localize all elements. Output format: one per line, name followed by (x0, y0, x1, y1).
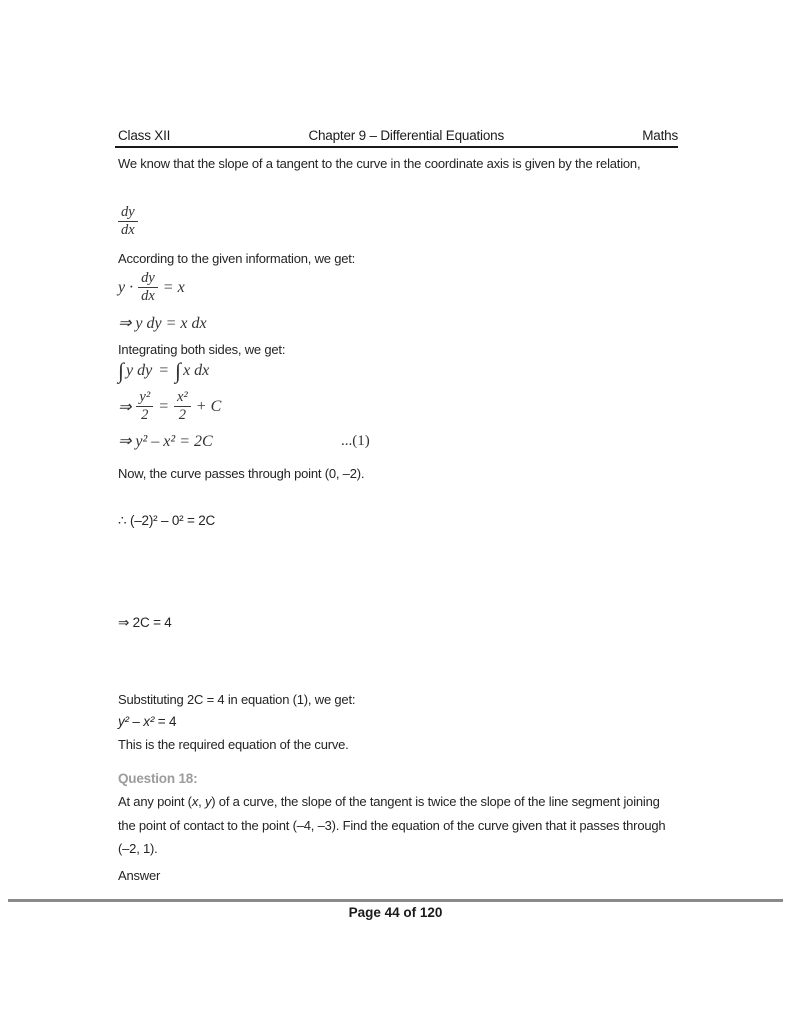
equals-rhs: = 4 (157, 714, 177, 729)
substitute-point-line: ∴ (–2)² – 0² = 2C (118, 513, 216, 528)
x-squared-term: x² (143, 714, 155, 729)
fraction-numerator: y² (136, 390, 153, 407)
fraction-dy-dx (138, 271, 158, 304)
fraction-y2-over-2 (136, 390, 153, 423)
fraction-denominator: 2 (178, 407, 187, 424)
integral-sign: ∫ (175, 358, 182, 383)
answer-label: Answer (118, 868, 161, 883)
integral-left-terms: y dy (126, 362, 153, 379)
equals-sign: = (158, 362, 170, 379)
fraction-x2-over-2 (174, 390, 191, 423)
fraction-numerator: dy (118, 205, 138, 222)
minus-sign: – (132, 714, 140, 729)
footer-page-number: Page 44 of 120 (348, 905, 443, 920)
fraction-denominator: dx (141, 288, 155, 305)
integral-sign: ∫ (118, 358, 125, 383)
conclusion-line: This is the required equation of the curve. (118, 737, 349, 752)
implies-arrow: ⇒ (118, 398, 132, 416)
intro-paragraph: We know that the slope of a tangent to the curve in the coordinate axis is given by the relation, (118, 156, 641, 171)
question-18-title: Question 18: (118, 771, 198, 786)
equation-body: ⇒ y² – x² = 2C (118, 433, 213, 450)
equation-integrated (118, 390, 221, 423)
according-line: According to the given information, we get: (118, 251, 356, 266)
final-equation (118, 710, 176, 734)
variable-x: x (191, 794, 199, 809)
y-squared-term: y² (118, 714, 129, 729)
variable-y: y (204, 794, 212, 809)
fraction-denominator: 2 (141, 407, 149, 424)
formula-slope-dy-dx (118, 203, 138, 238)
fraction-numerator: x² (174, 390, 191, 407)
c-value-line: ⇒ 2C = 4 (118, 615, 172, 630)
equation-rhs: = x (162, 278, 185, 296)
header-class-label: Class XII (118, 128, 171, 143)
equation-general-solution (118, 431, 678, 451)
question-text-post: ) of a curve, the slope of the tangent is twice the slope of the line segment joining the point of contact to the point (–4, –3). Find the equation of the curve given that it passes through (–2, 1). (118, 794, 666, 856)
question-text-comma: , (198, 794, 205, 809)
equals-sign: = (158, 397, 169, 415)
plus-constant: + C (195, 397, 222, 415)
equation-ydy-equals-xdx: ⇒ y dy = x dx (118, 315, 207, 332)
equation-lhs: y · (118, 278, 134, 296)
equation-y-dydx-equals-x (118, 271, 185, 304)
integrating-line: Integrating both sides, we get: (118, 342, 286, 357)
fraction-denominator: dx (121, 222, 135, 239)
substituting-line: Substituting 2C = 4 in equation (1), we get: (118, 692, 356, 707)
header-chapter-title: Chapter 9 – Differential Equations (308, 128, 505, 143)
question-18-text (118, 790, 678, 861)
equation-reference-number: ...(1) (341, 433, 370, 449)
passes-through-line: Now, the curve passes through point (0, –2). (118, 466, 365, 481)
page-header (118, 128, 678, 143)
question-text-pre: At any point ( (118, 794, 192, 809)
fraction-dy-dx (118, 205, 138, 238)
header-rule (115, 146, 678, 148)
fraction-numerator: dy (138, 271, 158, 288)
integral-right-terms: x dx (183, 362, 210, 379)
equation-integral (118, 360, 209, 382)
footer-rule (8, 899, 783, 902)
header-subject-label: Maths (642, 128, 678, 143)
